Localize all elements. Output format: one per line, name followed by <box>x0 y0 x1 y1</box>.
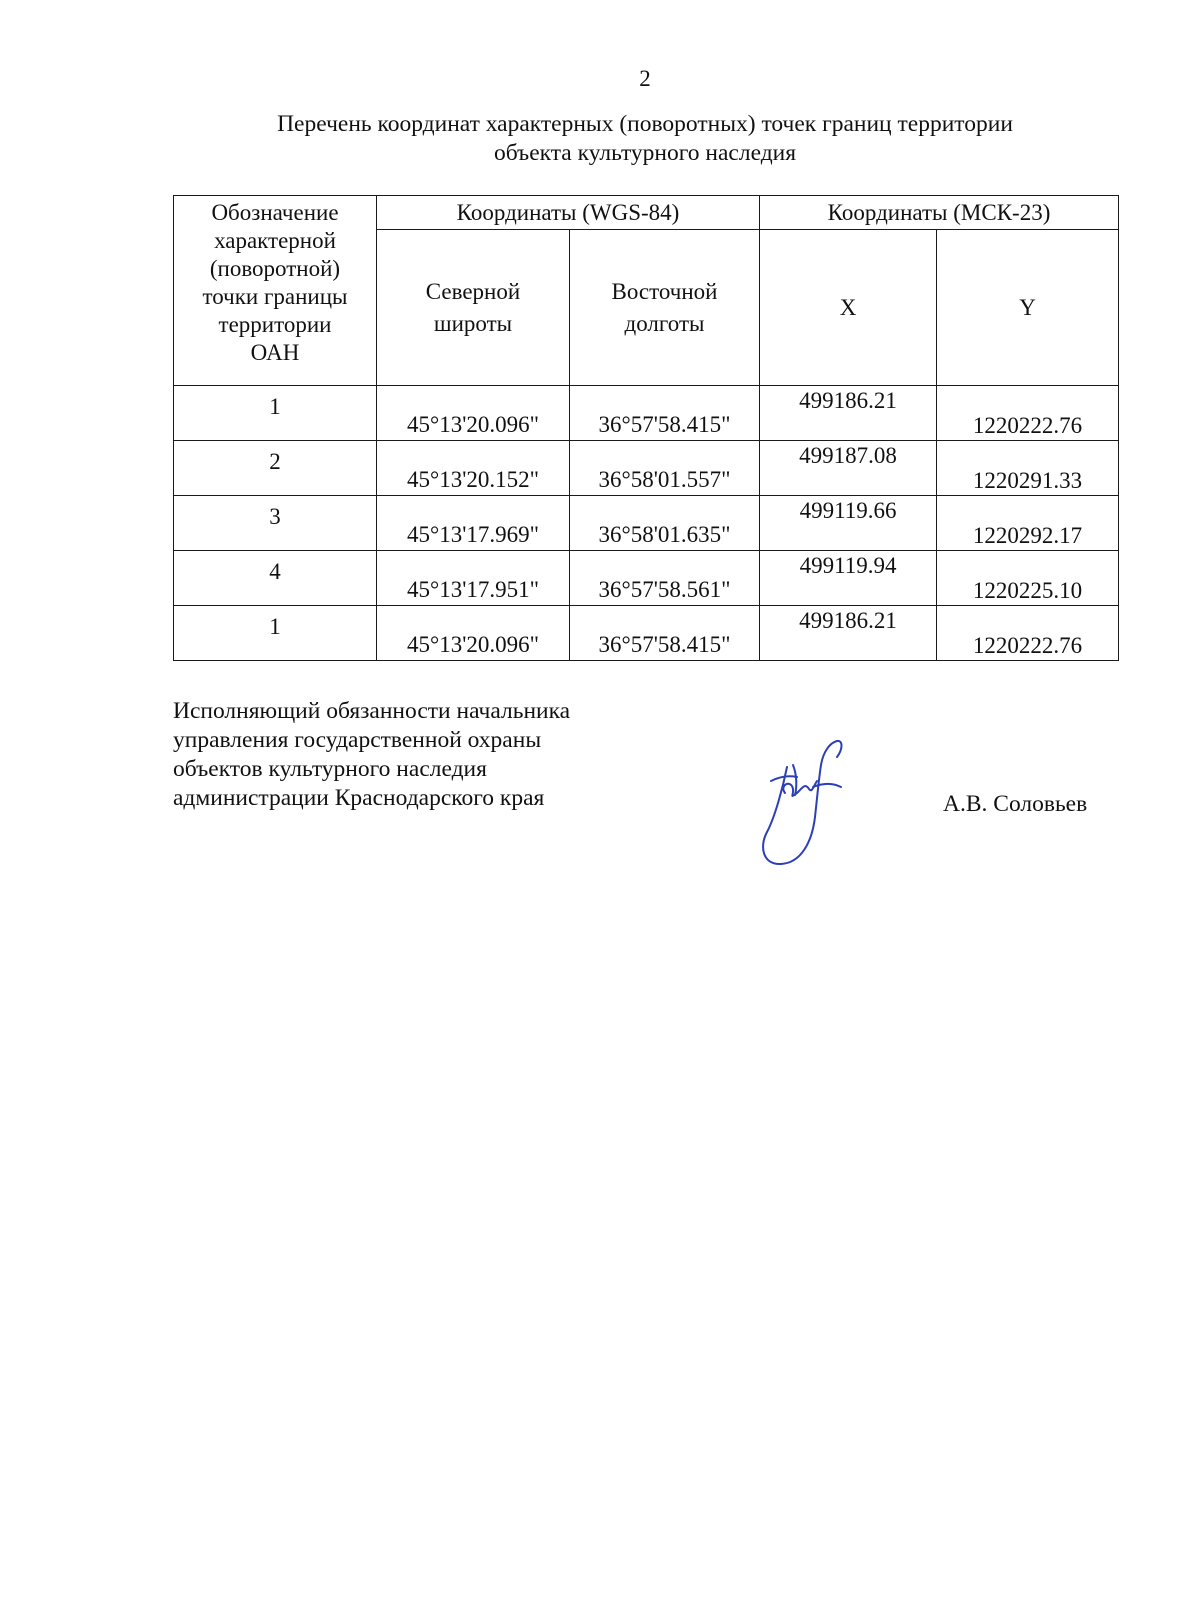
document-title-line-1: Перечень координат характерных (поворотных) точек границ территории <box>277 111 1013 137</box>
cell-longitude: 36°57'58.415" <box>570 606 760 661</box>
signatory-position-line: управления государственной охраны <box>173 727 542 753</box>
header-longitude-line: долготы <box>624 310 705 336</box>
cell-longitude: 36°58'01.635" <box>570 496 760 551</box>
cell-point: 2 <box>174 441 377 496</box>
cell-y: 1220225.10 <box>937 551 1119 606</box>
cell-latitude: 45°13'17.969" <box>377 496 570 551</box>
document-title <box>172 110 1118 168</box>
cell-x: 499186.21 <box>760 386 937 441</box>
header-msk23: Координаты (МСК-23) <box>760 196 1119 230</box>
signer-name: А.В. Соловьев <box>943 791 1088 817</box>
cell-x: 499119.66 <box>760 496 937 551</box>
cell-latitude: 45°13'17.951" <box>377 551 570 606</box>
signatory-position-line: Исполняющий обязанности начальника <box>173 698 571 724</box>
header-latitude-line: широты <box>433 310 513 336</box>
signatory-position-line: администрации Краснодарского края <box>173 785 545 811</box>
header-y: Y <box>937 230 1119 386</box>
handwritten-signature <box>757 737 867 867</box>
header-wgs84: Координаты (WGS-84) <box>377 196 760 230</box>
header-designation-line: характерной <box>214 228 336 253</box>
table-row <box>174 441 1119 496</box>
table-row <box>174 606 1119 661</box>
coordinates-table <box>173 195 1119 661</box>
signature-ink <box>763 741 841 864</box>
cell-latitude: 45°13'20.096" <box>377 386 570 441</box>
header-designation-line: Обозначение <box>211 200 339 225</box>
header-designation <box>174 196 377 386</box>
cell-x: 499119.94 <box>760 551 937 606</box>
signatory-position <box>173 697 570 813</box>
header-latitude-line: Северной <box>425 278 521 304</box>
cell-y: 1220222.76 <box>937 606 1119 661</box>
cell-point: 1 <box>174 606 377 661</box>
table-row <box>174 551 1119 606</box>
cell-latitude: 45°13'20.096" <box>377 606 570 661</box>
cell-point: 1 <box>174 386 377 441</box>
header-latitude <box>377 230 570 386</box>
document-title-line-2: объекта культурного наследия <box>493 140 797 166</box>
signatory-position-line: объектов культурного наследия <box>173 756 487 782</box>
header-x: X <box>760 230 937 386</box>
cell-longitude: 36°58'01.557" <box>570 441 760 496</box>
table-row <box>174 386 1119 441</box>
cell-x: 499186.21 <box>760 606 937 661</box>
cell-point: 3 <box>174 496 377 551</box>
cell-y: 1220291.33 <box>937 441 1119 496</box>
header-longitude-line: Восточной <box>611 278 718 304</box>
header-designation-line: (поворотной) <box>209 256 341 281</box>
header-designation-line: точки границы <box>202 284 348 309</box>
cell-point: 4 <box>174 551 377 606</box>
cell-y: 1220292.17 <box>937 496 1119 551</box>
cell-latitude: 45°13'20.152" <box>377 441 570 496</box>
page-number: 2 <box>639 66 651 91</box>
header-longitude <box>570 230 760 386</box>
table-row <box>174 496 1119 551</box>
header-designation-line: ОАН <box>250 340 300 365</box>
cell-longitude: 36°57'58.561" <box>570 551 760 606</box>
header-designation-line: территории <box>218 312 332 337</box>
cell-longitude: 36°57'58.415" <box>570 386 760 441</box>
cell-y: 1220222.76 <box>937 386 1119 441</box>
cell-x: 499187.08 <box>760 441 937 496</box>
